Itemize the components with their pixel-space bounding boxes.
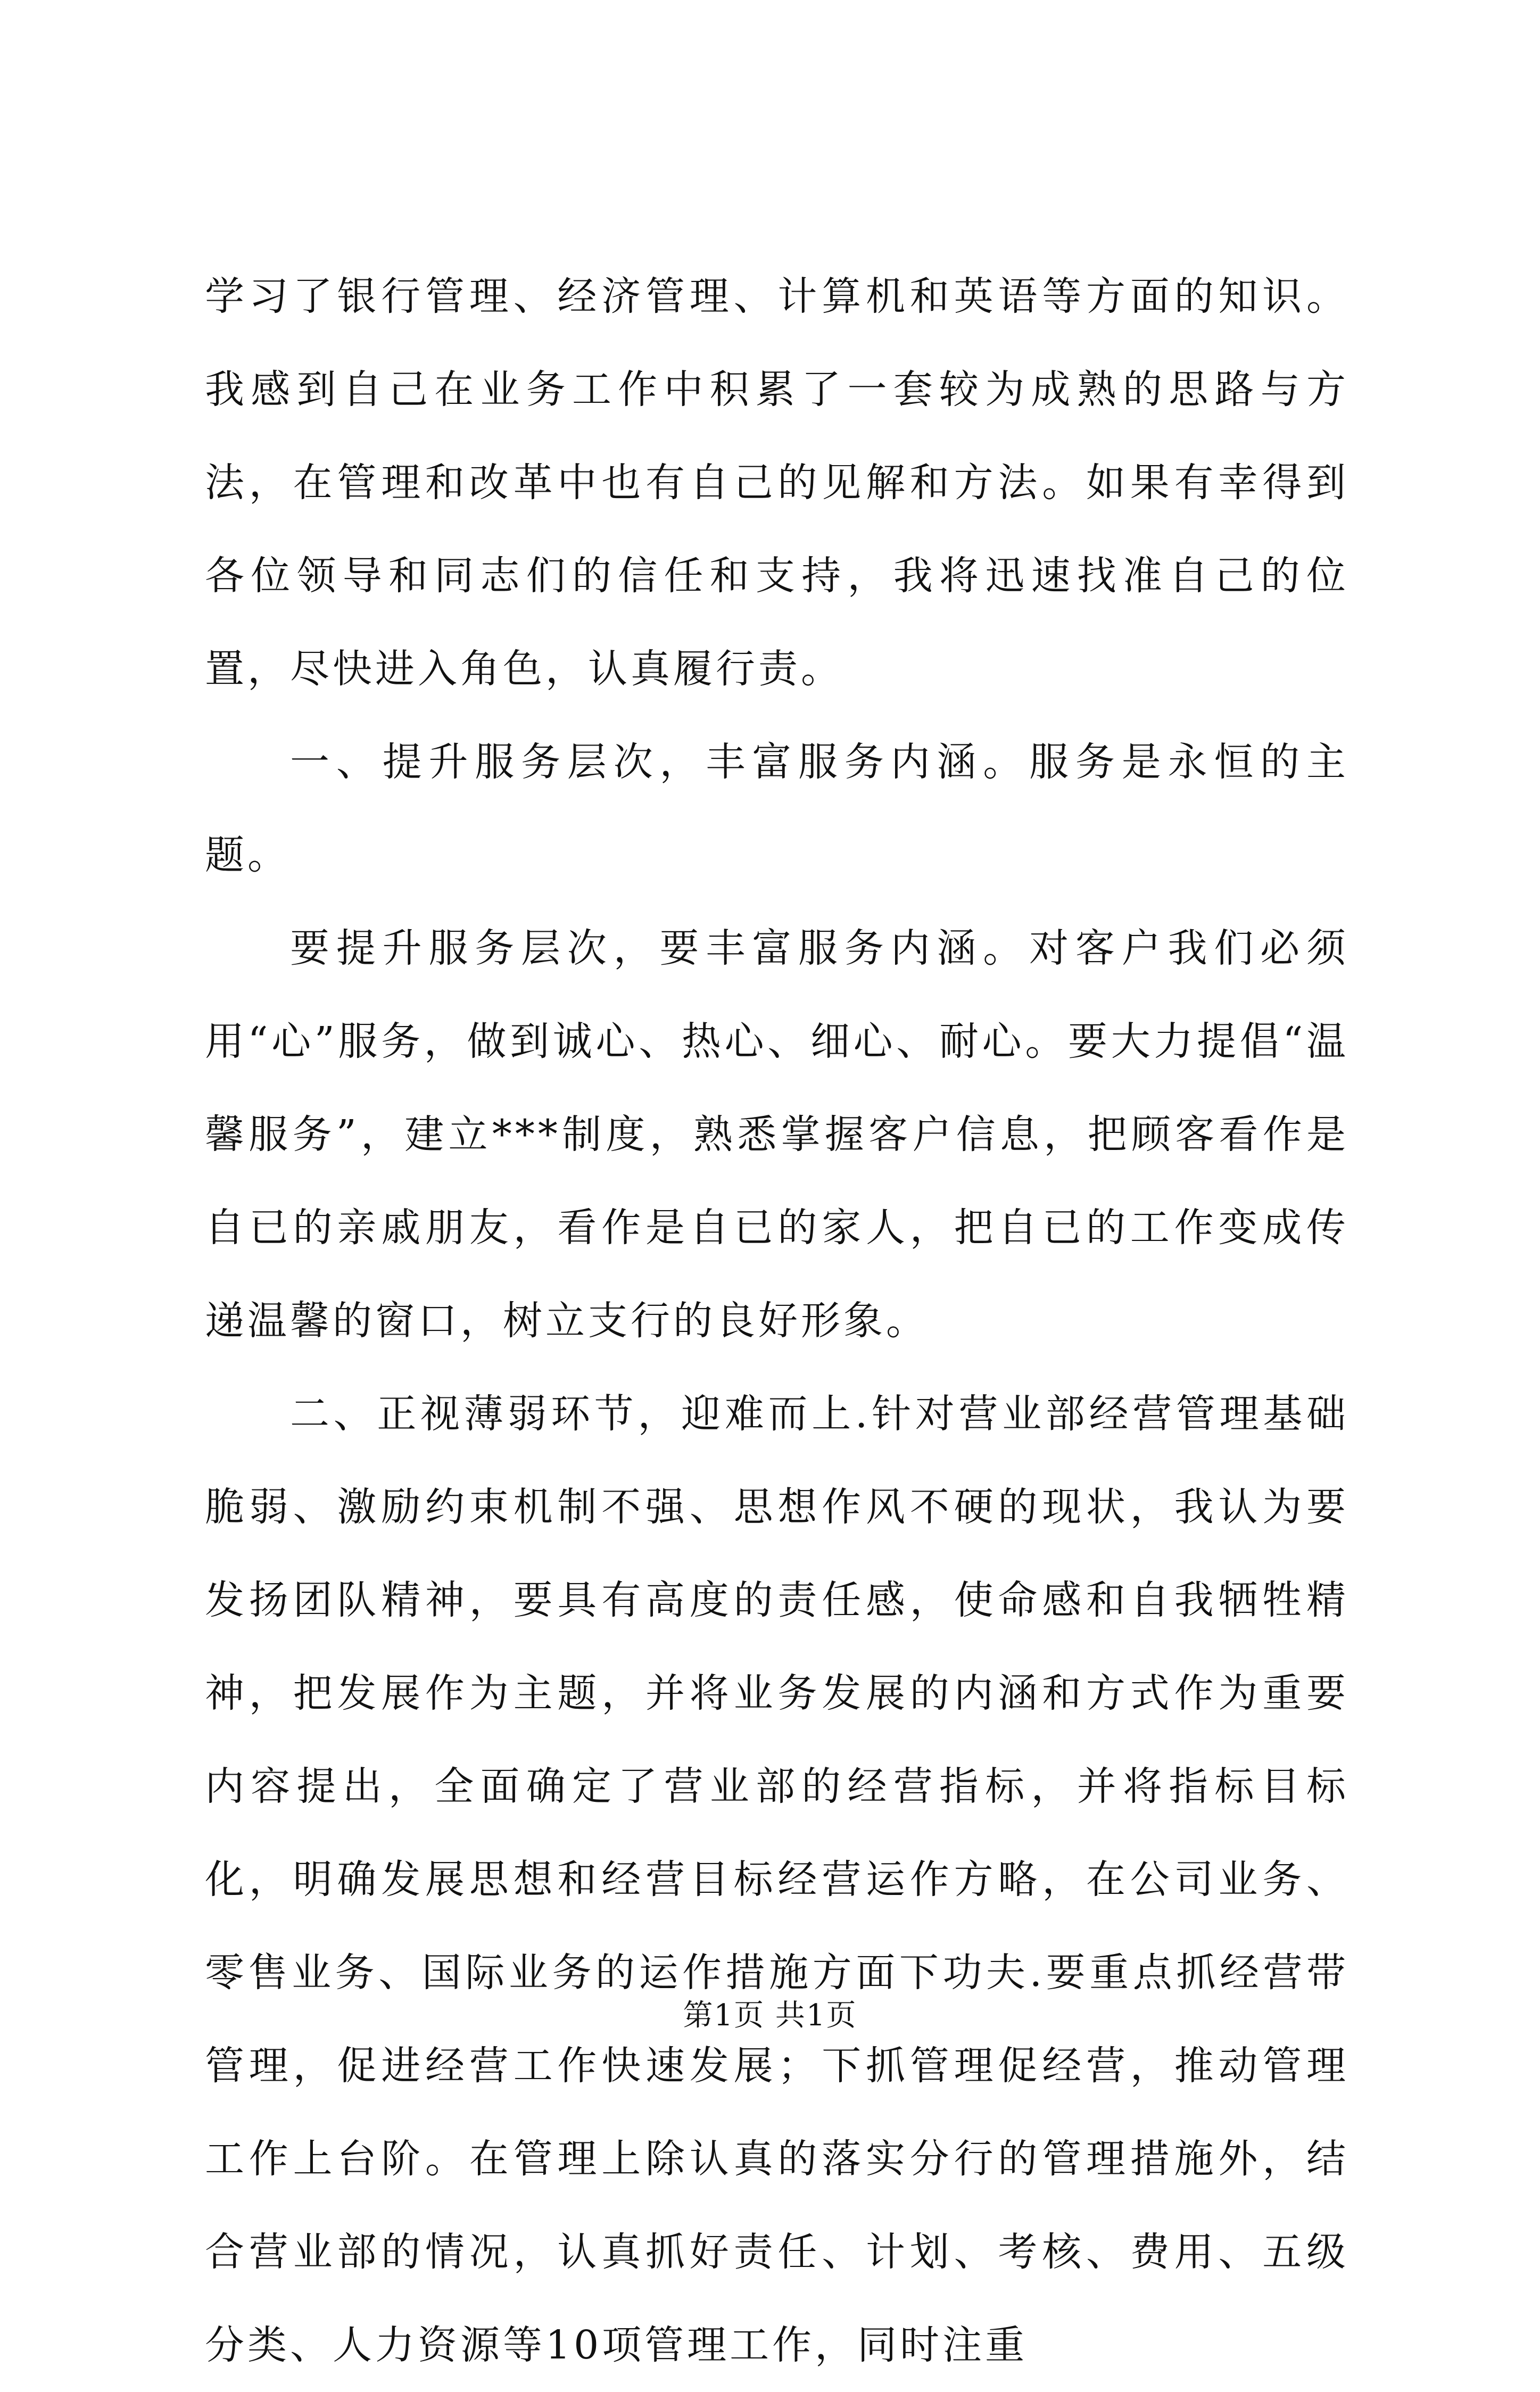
paragraph-section-two: 二、正视薄弱环节，迎难而上.针对营业部经营管理基础脆弱、激励约束机制不强、思想作风不硬的现状，我认为要发扬团队精神，要具有高度的责任感，使命感和自我牺牲精神，把发展作为主题，并将业务发展的内涵和方式作为重要内容提出，全面确定了营业部的经营指标，并将指标目标化，明确发展思想和经营目标经营运作方略，在公司业务、零售业务、国际业务的运作措施方面下功夫.要重点抓经营带管理，促进经营工作快速发展；下抓管理促经营，推动管理工作上台阶。在管理上除认真的落实分行的管理措施外，结合营业部的情况，认真抓好责任、计划、考核、费用、五级分类、人力资源等10项管理工作，同时注重 — [205, 1391, 1349, 2368]
paragraph-section-one-heading: 一、提升服务层次，丰富服务内涵。服务是永恒的主题。 — [205, 739, 1349, 878]
paragraph-continuation: 学习了银行管理、经济管理、计算机和英语等方面的知识。我感到自己在业务工作中积累了一套较为成熟的思路与方法，在管理和改革中也有自己的见解和方法。如果有幸得到各位领导和同志们的信任和支持，我将迅速找准自己的位置，尽快进入角色，认真履行责。 — [205, 274, 1349, 692]
paragraph-service: 要提升服务层次，要丰富服务内涵。对客户我们必须用“心”服务，做到诚心、热心、细心、耐心。要大力提倡“温馨服务”，建立***制度，熟悉掌握客户信息，把顾客看作是自已的亲戚朋友，看作是自已的家人，把自已的工作变成传递温馨的窗口，树立支行的良好形象。 — [205, 925, 1349, 1344]
page-footer: 第1页 共1页 — [683, 1998, 857, 2033]
document-body — [205, 250, 1349, 2392]
